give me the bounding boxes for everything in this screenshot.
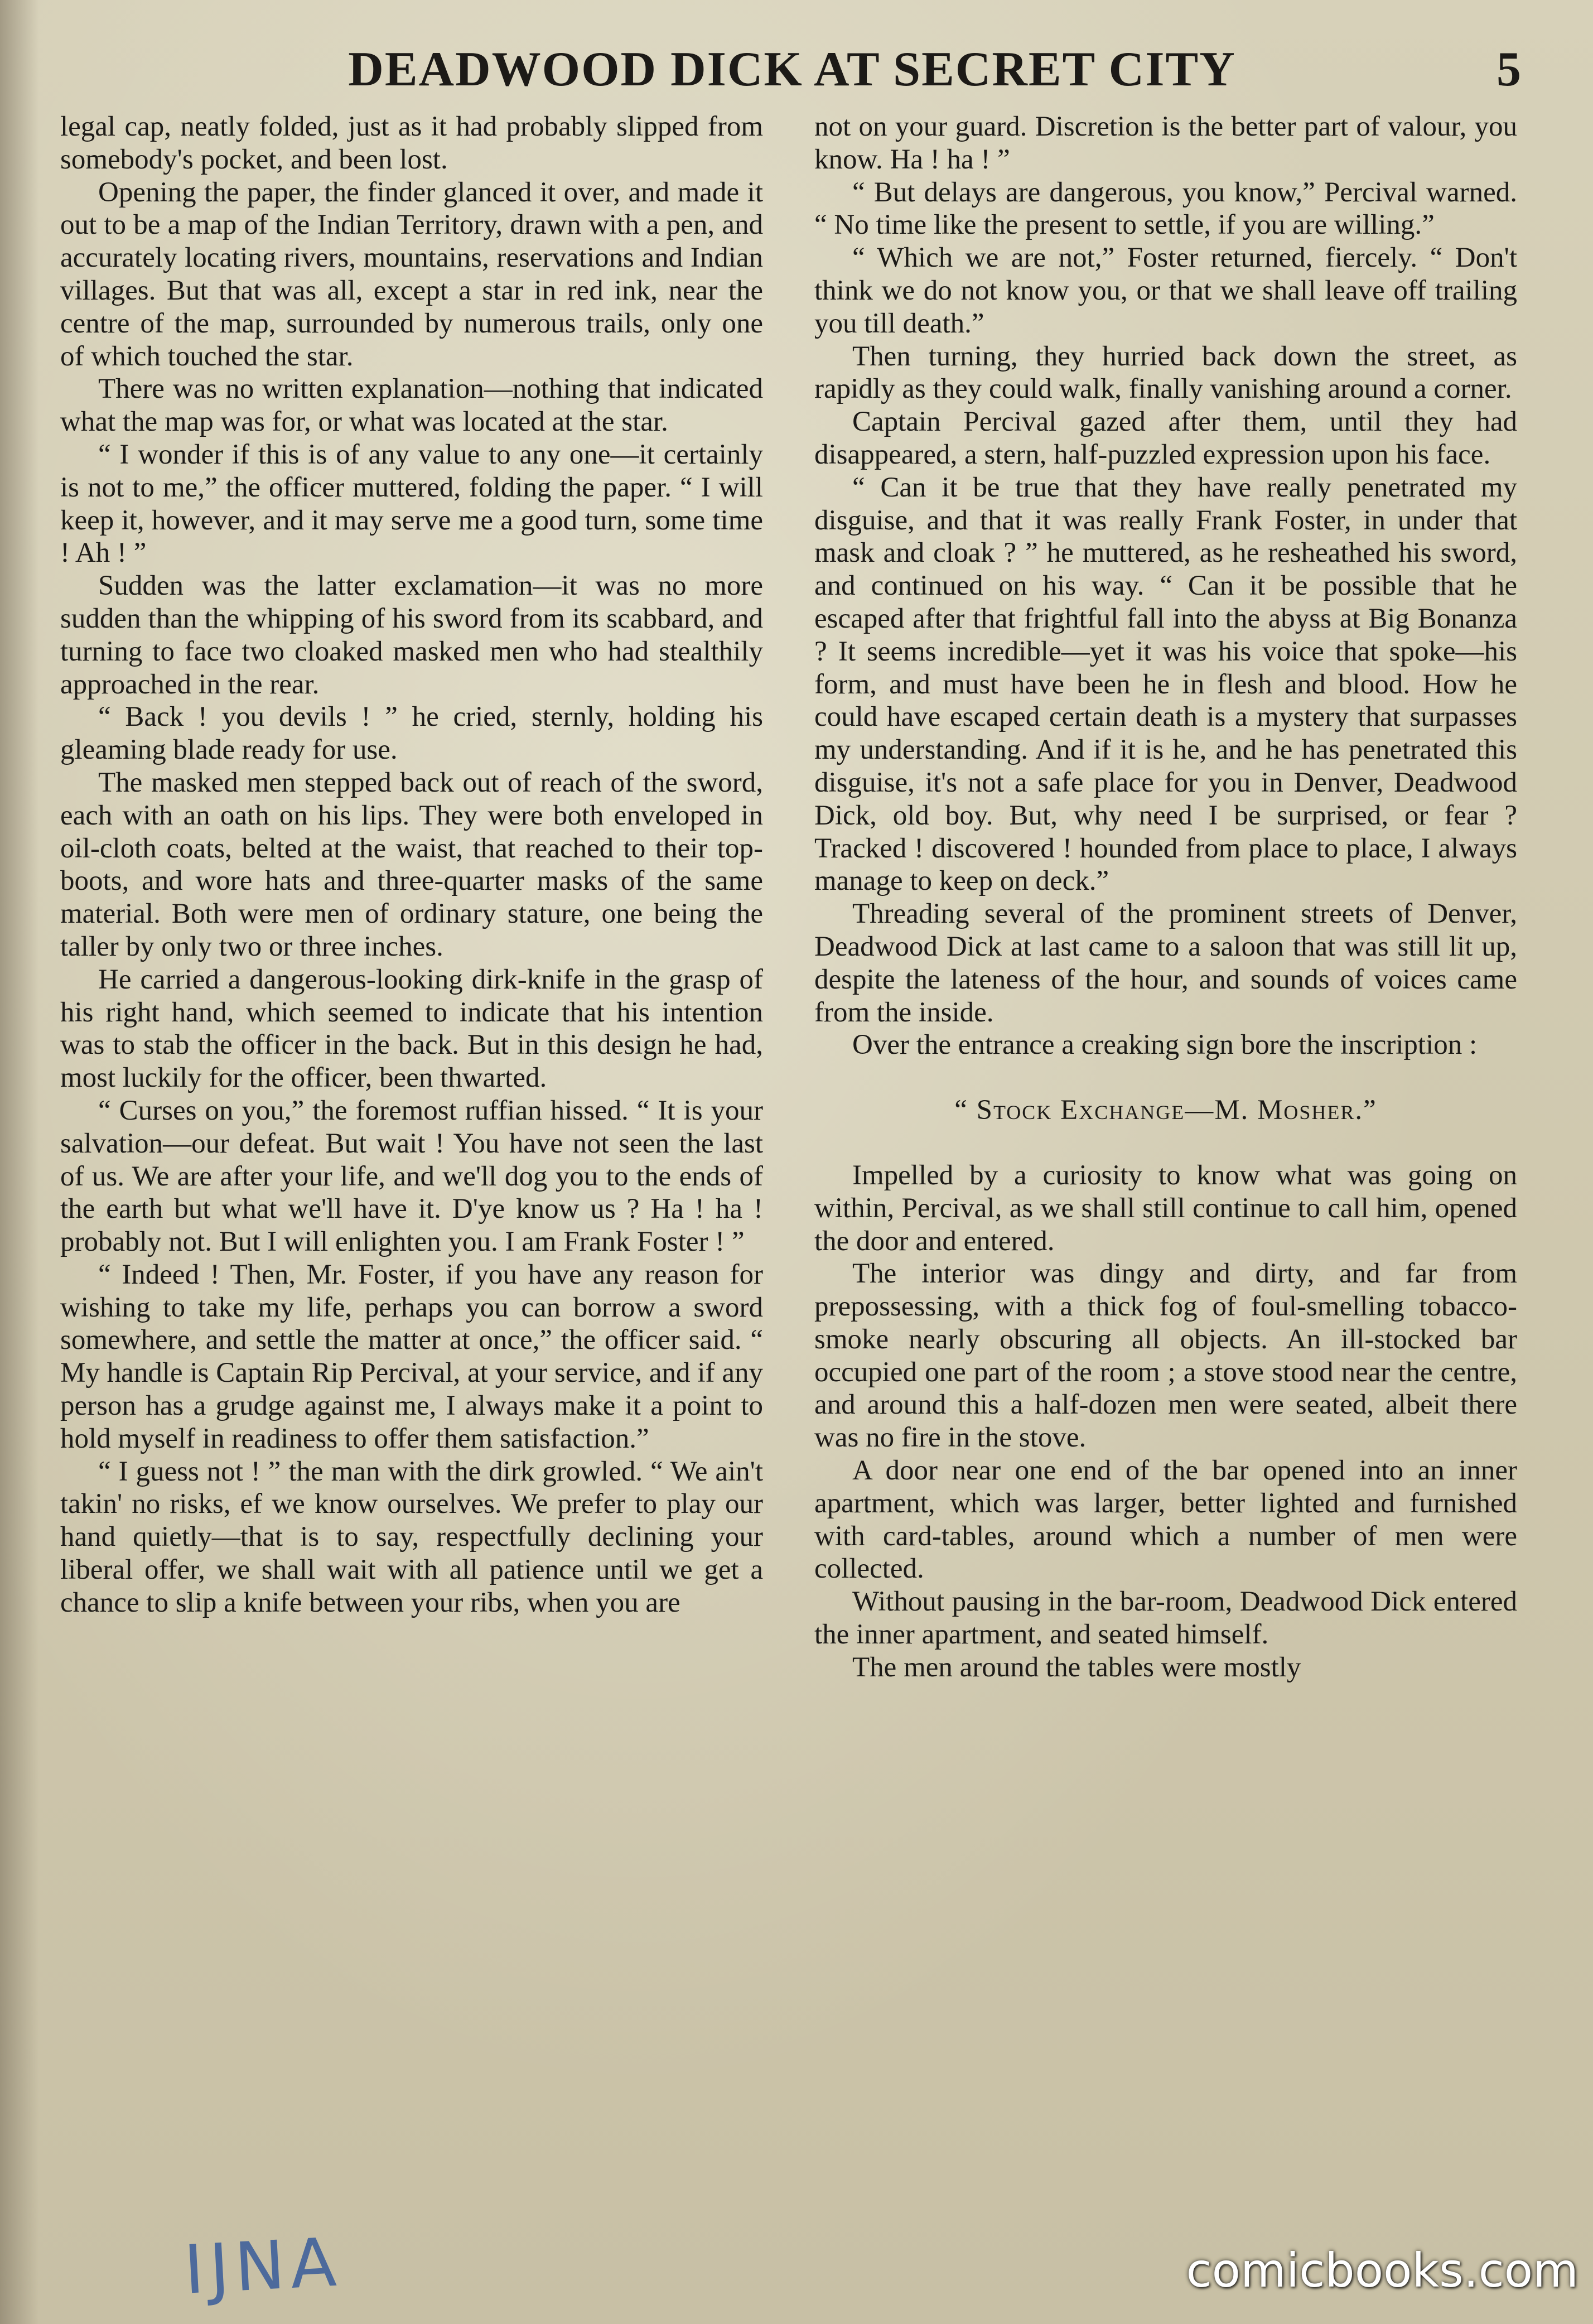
- handwritten-note: IJNA: [182, 2224, 344, 2309]
- site-watermark: comicbooks.com: [1186, 2243, 1578, 2298]
- paragraph: He carried a dangerous-looking dirk-knife in the grasp of his right hand, which seemed to indicate that his intention was to stab the officer in the back. But in this design he had, most luckily for the officer, been thwarted.: [60, 963, 763, 1094]
- paragraph: “ Can it be true that they have really penetrated my disguise, and that it was really Frank Foster, in under that mask and cloak ? ” he muttered, as he resheathed his sword, and continued on his way. “ Can it be possible that he escaped after that frightful fall into the abyss at Big Bonanza ? It seems incredible—yet it was his voice that spoke—his form, and must have been he in flesh and blood. How he could have escaped certain death is a mystery that surpasses my understanding. And if it is he, and he has penetrated this disguise, it's not a safe place for you in Denver, Deadwood Dick, old boy. But, why need I be surprised, or fear ? Tracked ! discovered ! hounded from place to place, I always manage to keep on deck.”: [814, 471, 1517, 897]
- paragraph: legal cap, neatly folded, just as it had probably slipped from somebody's pocket, and been lost.: [60, 111, 763, 175]
- paragraph: “ I guess not ! ” the man with the dirk growled. “ We ain't takin' no risks, ef we know ourselves. We prefer to play our hand quietly—that is to say, respectfully declining your liberal offer, we shall wait with all patience until we get a chance to slip a knife between your ribs, when you are: [60, 1455, 763, 1618]
- paragraph: A door near one end of the bar opened into an inner apartment, which was larger, better lighted and furnished with card-tables, around which a number of men were collected.: [814, 1455, 1517, 1585]
- paragraph: “ Indeed ! Then, Mr. Foster, if you have any reason for wishing to take my life, perhaps you can borrow a sword somewhere, and settle the matter at once,” the officer said. “ My handle is Captain Rip Percival, at your service, and if any person has a grudge against me, I always make it a point to hold myself in readiness to offer them satisfaction.”: [60, 1259, 763, 1454]
- page-edge-shadow: [0, 0, 39, 2324]
- paragraph: Sudden was the latter exclamation—it was no more sudden than the whipping of his sword from its scabbard, and turning to face two cloaked masked men who had stealthily approached in the rear.: [60, 570, 763, 700]
- paragraph: “ But delays are dangerous, you know,” Percival warned. “ No time like the present to settle, if you are willing.”: [814, 176, 1517, 241]
- paragraph: “ Back ! you devils ! ” he cried, sternly, holding his gleaming blade ready for use.: [60, 701, 763, 766]
- paragraph: Over the entrance a creaking sign bore the inscription :: [852, 1029, 1478, 1061]
- page-number: 5: [1497, 42, 1521, 97]
- paragraph: “ Curses on you,” the foremost ruffian hissed. “ It is your salvation—our defeat. But wait ! You have not seen the last of us. We are after your life, and we'll dog you to the ends of the earth but what we'll have it. D'ye know us ? Ha ! ha ! probably not. But I will enlighten you. I am Frank Foster ! ”: [60, 1095, 763, 1258]
- page-header: [0, 33, 1593, 117]
- right-text-column: [814, 110, 1517, 2214]
- paragraph: The interior was dingy and dirty, and far from prepossessing, with a thick fog of foul-smelling tobacco-smoke nearly obscuring all objects. An ill-stocked bar occupied one part of the room ; a stove stood near the centre, and around this a half-dozen men were seated, albeit there was no fire in the stove.: [814, 1258, 1517, 1454]
- paragraph: Threading several of the prominent streets of Denver, Deadwood Dick at last came to a saloon that was still lit up, despite the lateness of the hour, and sounds of voices came from the inside.: [814, 898, 1517, 1028]
- paragraph: Impelled by a curiosity to know what was going on within, Percival, as we shall still continue to call him, opened the door and entered.: [814, 1159, 1517, 1257]
- paragraph: Opening the paper, the finder glanced it over, and made it out to be a map of the Indian Territory, drawn with a pen, and accurately locating rivers, mountains, reservations and Indian villages. But that was all, except a star in red ink, near the centre of the map, surrounded by numerous trails, only one of which touched the star.: [60, 176, 763, 372]
- running-title: DEADWOOD DICK AT SECRET CITY: [348, 42, 1236, 97]
- paragraph: “ Which we are not,” Foster returned, fiercely. “ Don't think we do not know you, or that we shall leave off trailing you till death.”: [814, 242, 1517, 339]
- paragraph: not on your guard. Discretion is the better part of valour, you know. Ha ! ha ! ”: [814, 111, 1517, 175]
- paragraph: The men around the tables were mostly: [852, 1651, 1301, 1683]
- sign-inscription: “ Stock Exchange—M. Mosher.”: [954, 1095, 1377, 1126]
- paragraph: There was no written explanation—nothing that indicated what the map was for, or what was located at the star.: [60, 373, 763, 438]
- paragraph: Without pausing in the bar-room, Deadwood Dick entered the inner apartment, and seated himself.: [814, 1586, 1517, 1651]
- paragraph: The masked men stepped back out of reach of the sword, each with an oath on his lips. They were both enveloped in oil-cloth coats, belted at the waist, that reached to their top-boots, and wore hats and three-quarter masks of the same material. Both were men of ordinary stature, one being the taller by only two or three inches.: [60, 766, 763, 962]
- paragraph: “ I wonder if this is of any value to any one—it certainly is not to me,” the officer muttered, folding the paper. “ I will keep it, however, and it may serve me a good turn, some time ! Ah ! ”: [60, 438, 763, 569]
- paragraph: Captain Percival gazed after them, until they had disappeared, a stern, half-puzzled expression upon his face.: [814, 406, 1517, 470]
- paragraph: Then turning, they hurried back down the street, as rapidly as they could walk, finally vanishing around a corner.: [814, 340, 1517, 405]
- left-text-column: [60, 110, 763, 2214]
